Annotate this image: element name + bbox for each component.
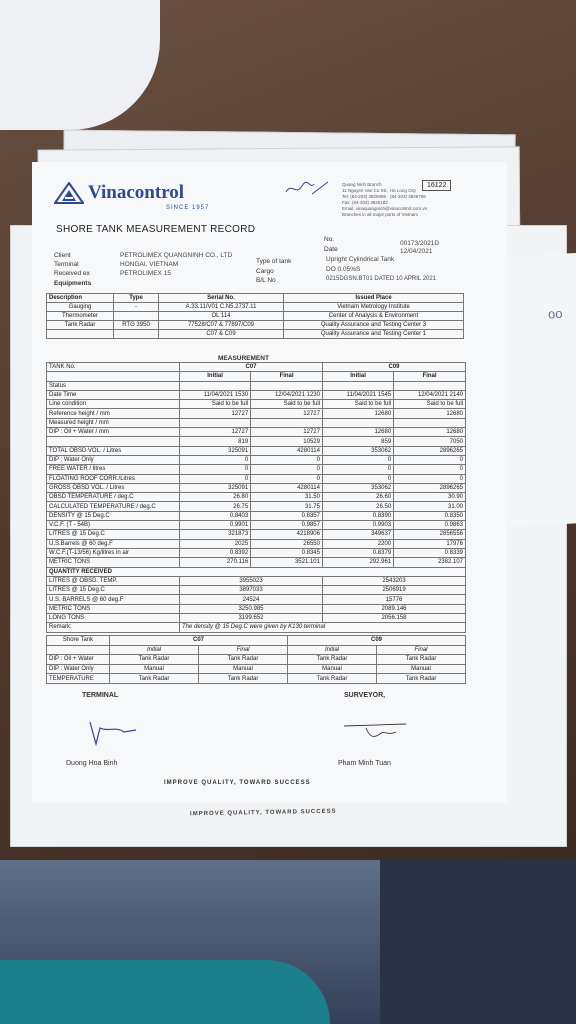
received-value: PETROLIMEX 15 — [120, 270, 171, 277]
measurement-cell: 859 — [322, 437, 393, 446]
surveyor-signature — [340, 722, 410, 742]
level-cell: Tank Radar — [377, 655, 466, 665]
level-subheader-row — [47, 645, 466, 655]
measurement-cell: 819 — [180, 437, 251, 446]
measurement-cell: 0 — [180, 455, 251, 464]
measurement-cell: TOTAL OBSD VOL. / Litres — [47, 446, 180, 455]
measurement-cell: 10529 — [251, 437, 323, 446]
measurement-cell: 31.50 — [251, 493, 323, 502]
level-cell: Tank Radar — [377, 674, 466, 684]
measurement-row — [47, 455, 466, 464]
measurement-cell: 12/04/2021 2140 — [394, 390, 466, 399]
lap-shadow — [380, 860, 576, 1024]
level-cell: Manual — [110, 664, 199, 674]
equipment-header: Issued Place — [284, 294, 464, 303]
measurement-cell: 270.116 — [180, 558, 251, 567]
measurement-cell: 31.75 — [251, 502, 323, 511]
level-row — [47, 655, 466, 665]
measurement-cell: METRIC TONS — [47, 558, 180, 567]
measurement-cell: 12/04/2021 1230 — [251, 390, 323, 399]
measurement-cell: 292.961 — [322, 558, 393, 567]
measurement-cell: 2056.158 — [322, 614, 465, 623]
measurement-cell: 353062 — [322, 483, 393, 492]
measurement-row — [47, 511, 466, 520]
equipment-row — [47, 312, 464, 321]
measurement-cell: Reference height / mm — [47, 409, 180, 418]
document-title: SHORE TANK MEASUREMENT RECORD — [56, 224, 256, 235]
level-cell: TEMPERATURE — [47, 674, 110, 684]
measurement-cell: GROSS OBSD VOL. / Litres — [47, 483, 180, 492]
measurement-cell: 0.8345 — [251, 548, 323, 557]
measurement-cell: 0 — [251, 455, 323, 464]
equipment-cell: Center of Analysis & Environment — [284, 312, 464, 321]
measurement-cell: 4218906 — [251, 530, 323, 539]
measurement-cell: METRIC TONS — [47, 604, 180, 613]
measurement-cell: C07 — [180, 363, 323, 372]
measurement-cell: Line condition — [47, 400, 180, 409]
measurement-cell: 0 — [180, 465, 251, 474]
measurement-cell: 12680 — [322, 409, 393, 418]
measurement-cell — [394, 381, 466, 390]
measurement-cell: TANK No. — [47, 363, 180, 372]
measurement-cell: LONG TONS — [47, 614, 180, 623]
measurement-cell: Measured height / mm — [47, 418, 180, 427]
measurement-cell: 0.8339 — [394, 548, 466, 557]
back-sheet-motto: IMPROVE QUALITY, TOWARD SUCCESS — [189, 808, 337, 818]
measurement-cell: 0.8392 — [180, 548, 251, 557]
measurement-cell: 3250.985 — [180, 604, 323, 613]
measurement-cell: Initial — [180, 372, 251, 381]
equipment-cell: Quality Assurance and Testing Center 1 — [284, 330, 464, 339]
level-cell: DIP : Oil + Water — [47, 655, 110, 665]
measurement-row — [47, 474, 466, 483]
measurement-cell — [322, 418, 393, 427]
measurement-row — [47, 409, 466, 418]
measurement-cell: 15776 — [322, 595, 465, 604]
equipment-cell — [114, 330, 159, 339]
quantity-row — [47, 595, 466, 604]
level-cell: Tank Radar — [110, 655, 199, 665]
measurement-cell: 0 — [394, 455, 466, 464]
measurement-row — [47, 446, 466, 455]
terminal-value: HONGAI, VIETNAM — [120, 261, 179, 268]
equipment-header-row — [47, 294, 464, 303]
type-value: Upright Cylindrical Tank — [326, 256, 395, 263]
measurement-cell: 3955023 — [180, 576, 323, 585]
measurement-cell: 11/04/2021 1530 — [180, 390, 251, 399]
measurement-cell: Said to be full — [322, 400, 393, 409]
equipment-header: Description — [47, 294, 114, 303]
measurement-cell: 26.50 — [322, 502, 393, 511]
level-header-row — [47, 636, 466, 646]
measurement-cell: 3897033 — [180, 586, 323, 595]
received-label: Received ex — [54, 270, 90, 277]
measurement-cell: 12680 — [322, 428, 393, 437]
measurement-row — [47, 548, 466, 557]
measurement-cell — [47, 372, 180, 381]
no-label: No. — [324, 236, 335, 243]
measurement-cell: 0 — [322, 455, 393, 464]
side-sheet: oo — [483, 253, 576, 528]
measurement-cell: FLOATING ROOF CORR./Litres — [47, 474, 180, 483]
measurement-cell — [251, 418, 323, 427]
cargo-value: DO 0.05%S — [326, 266, 361, 273]
level-row — [47, 664, 466, 674]
measurement-cell: 0.9903 — [322, 521, 393, 530]
measurement-row — [47, 418, 466, 427]
equipment-table — [46, 293, 464, 339]
teal-bag — [0, 960, 330, 1024]
measurement-cell: 12680 — [394, 409, 466, 418]
measurement-cell — [251, 381, 323, 390]
measurement-cell — [47, 437, 180, 446]
measurement-cell: 31.00 — [394, 502, 466, 511]
measurement-cell: U.S.Barrels @ 60 deg.F — [47, 539, 180, 548]
measurement-cell: 12727 — [180, 409, 251, 418]
surveyor-signer-name: Pham Minh Tuan — [338, 760, 391, 767]
surveyor-signature-label: SURVEYOR, — [344, 692, 386, 699]
measurement-cell: Status — [47, 381, 180, 390]
terminal-signature — [86, 718, 142, 748]
measurement-cell — [180, 418, 251, 427]
measurement-cell: 0.9901 — [180, 521, 251, 530]
type-label: Type of tank — [256, 258, 292, 265]
measurement-cell: 0 — [322, 465, 393, 474]
level-row — [47, 674, 466, 684]
brand-name: Vinacontrol — [88, 182, 185, 203]
measurement-cell: CALCULATED TEMPERATURE / deg.C — [47, 502, 180, 511]
branch-info: Quang Ninh Branch 11 Nguyen Van Cu Str., Ha Long City Tel: (84-203) 3825085 · (84-203) 3828766 Fax: (84-203) 3825182 Email: vinaquangninh@vinacontrol.com.vn Branches in all major ports of Vietnam — [342, 182, 428, 217]
measurement-cell: Remark: — [47, 623, 180, 632]
measurement-cell: 30.90 — [394, 493, 466, 502]
no-value: 00173/2021D — [400, 240, 440, 247]
measurement-cell: 3199.652 — [180, 614, 323, 623]
level-cell: Manual — [377, 664, 466, 674]
measurement-cell: 24524 — [180, 595, 323, 604]
measurement-cell: W.C.F.(T-13/56) Kg/litres in air — [47, 548, 180, 557]
measurement-table — [46, 362, 466, 633]
level-cell: Tank Radar — [199, 655, 288, 665]
measurement-title: MEASUREMENT — [218, 355, 269, 362]
quantity-row — [47, 576, 466, 585]
final-label: Final — [377, 645, 466, 655]
signature-top — [284, 178, 332, 198]
measurement-row — [47, 483, 466, 492]
measurement-cell: 0 — [180, 474, 251, 483]
measurement-cell: DENSITY @ 15 Deg.C — [47, 511, 180, 520]
measurement-cell: 0.8379 — [322, 548, 393, 557]
equipment-row — [47, 303, 464, 312]
measurement-cell: U.S. BARRELS @ 60 deg.F — [47, 595, 180, 604]
measurement-cell: 26550 — [251, 539, 323, 548]
measurement-row — [47, 465, 466, 474]
quantity-row — [47, 614, 466, 623]
equipment-cell — [47, 330, 114, 339]
equipment-cell: Tank Radar — [47, 321, 114, 330]
measurement-cell: 2856556 — [394, 530, 466, 539]
measurement-cell: 2896265 — [394, 446, 466, 455]
date-value: 12/04/2021 — [400, 248, 433, 255]
date-label: Date — [324, 246, 338, 253]
level-subheader-blank — [47, 645, 110, 655]
measurement-row — [47, 400, 466, 409]
measurement-cell: 0 — [251, 474, 323, 483]
footer-motto: IMPROVE QUALITY, TOWARD SUCCESS — [164, 780, 311, 786]
measurement-cell: 321873 — [180, 530, 251, 539]
measurement-cell: LITRES @ 15 Deg.C — [47, 586, 180, 595]
measurement-cell: 26.75 — [180, 502, 251, 511]
equipment-header: Type — [114, 294, 159, 303]
measurement-cell: 7050 — [394, 437, 466, 446]
equipment-cell: - — [114, 303, 159, 312]
measurement-cell: 0 — [322, 474, 393, 483]
cargo-label: Cargo — [256, 268, 274, 275]
measurement-cell: 0.9863 — [394, 521, 466, 530]
measurement-cell: 11/04/2021 1545 — [322, 390, 393, 399]
measurement-cell: 0.9857 — [251, 521, 323, 530]
equipment-cell: Gauging — [47, 303, 114, 312]
measurement-cell: 2200 — [322, 539, 393, 548]
measurement-cell: 0 — [251, 465, 323, 474]
tank-c07-label: C07 — [110, 636, 288, 646]
measurement-cell — [180, 381, 251, 390]
measurement-row — [47, 521, 466, 530]
equipment-cell: Quality Assurance and Testing Center 3 — [284, 321, 464, 330]
measurement-cell: DIP : Water Only — [47, 455, 180, 464]
measurement-cell: 2506919 — [322, 586, 465, 595]
initial-label: Initial — [288, 645, 377, 655]
document-number: 16122 — [422, 180, 451, 191]
measurement-cell: 2025 — [180, 539, 251, 548]
equipment-cell: Thermometer — [47, 312, 114, 321]
logo-icon — [54, 182, 84, 204]
equipment-row — [47, 330, 464, 339]
measurement-cell: 2896265 — [394, 483, 466, 492]
tank-header-row — [47, 363, 466, 372]
measurement-cell: Final — [394, 372, 466, 381]
measurement-cell: LITRES @ OBSD. TEMP. — [47, 576, 180, 585]
measurement-cell: 0.8403 — [180, 511, 251, 520]
measurement-cell: DIP : Oil + Water / mm — [47, 428, 180, 437]
measurement-cell: 12680 — [394, 428, 466, 437]
equipment-cell: 77528/C07 & 77897/C09 — [159, 321, 284, 330]
initial-label: Initial — [110, 645, 199, 655]
equipment-cell: OL 114 — [159, 312, 284, 321]
equipment-cell: A.33.11/V01 C.N5.2737.11 — [159, 303, 284, 312]
quantity-row — [47, 604, 466, 613]
client-label: Client — [54, 252, 71, 259]
measurement-cell: 12727 — [180, 428, 251, 437]
measurement-cell: 0 — [394, 465, 466, 474]
measurement-cell: 2382.107 — [394, 558, 466, 567]
measurement-cell: 12727 — [251, 409, 323, 418]
measurement-row — [47, 390, 466, 399]
measurement-row — [47, 502, 466, 511]
shore-tank-label: Shore Tank — [47, 636, 110, 646]
measurement-cell — [322, 381, 393, 390]
measurement-cell: Said to be full — [394, 400, 466, 409]
level-cell: Tank Radar — [288, 655, 377, 665]
measurement-cell: OBSD TEMPERATURE / deg.C — [47, 493, 180, 502]
equipment-cell — [114, 312, 159, 321]
measurement-cell: 26.80 — [180, 493, 251, 502]
level-cell: Manual — [288, 664, 377, 674]
measurement-cell: 4280114 — [251, 483, 323, 492]
level-cell: Tank Radar — [110, 674, 199, 684]
measurement-cell: 353062 — [322, 446, 393, 455]
measurement-cell: Final — [251, 372, 323, 381]
measurement-cell: 4280114 — [251, 446, 323, 455]
measurement-cell: 0.8350 — [394, 511, 466, 520]
measurement-row — [47, 493, 466, 502]
final-label: Final — [199, 645, 288, 655]
measurement-cell: C09 — [322, 363, 465, 372]
measurement-row — [47, 428, 466, 437]
client-value: PETROLIMEX QUANGNINH CO., LTD — [120, 252, 233, 259]
measurement-row — [47, 558, 466, 567]
measurement-cell: The density @ 15 Deg.C were given by K130 terminal — [180, 623, 466, 632]
equipment-cell: Vietnam Metrology Institute — [284, 303, 464, 312]
measurement-row — [47, 530, 466, 539]
measurement-row — [47, 539, 466, 548]
measurement-cell: 0.8357 — [251, 511, 323, 520]
level-cell: Manual — [199, 664, 288, 674]
measurement-cell: 17976 — [394, 539, 466, 548]
measurement-cell: 12727 — [251, 428, 323, 437]
measurement-cell: V.C.F. (T - 54B) — [47, 521, 180, 530]
measurement-cell: 325091 — [180, 446, 251, 455]
level-cell: DIP : Water Only — [47, 664, 110, 674]
equipments-label: Equipments — [54, 280, 92, 287]
terminal-signature-label: TERMINAL — [82, 692, 119, 699]
measurement-cell: Initial — [322, 372, 393, 381]
bl-value: 0215DGSN.BT01 DATED 10 APRIL 2021 — [326, 276, 437, 282]
vinacontrol-logo — [54, 182, 184, 204]
phase-header-row — [47, 372, 466, 381]
bl-label: B/L No — [256, 277, 276, 284]
quantity-label-row — [47, 567, 466, 576]
measurement-cell: 0 — [394, 474, 466, 483]
quantity-row — [47, 586, 466, 595]
level-cell: Tank Radar — [199, 674, 288, 684]
measurement-row — [47, 437, 466, 446]
equipment-cell: RTG 3950 — [114, 321, 159, 330]
measurement-cell: QUANTITY RECEIVED — [47, 567, 466, 576]
measurement-cell: Date Time — [47, 390, 180, 399]
measurement-cell — [394, 418, 466, 427]
measurement-cell: 3521.101 — [251, 558, 323, 567]
equipment-cell: C07 & C09 — [159, 330, 284, 339]
since-label: SINCE 1957 — [166, 205, 210, 211]
measurement-cell: 349637 — [322, 530, 393, 539]
measurement-cell: 2089.146 — [322, 604, 465, 613]
measurement-cell: 26.60 — [322, 493, 393, 502]
equipment-header: Serial No. — [159, 294, 284, 303]
measurement-cell: FREE WATER / litres — [47, 465, 180, 474]
measurement-document — [32, 162, 507, 802]
tank-c09-label: C09 — [288, 636, 466, 646]
measurement-cell: 0.8390 — [322, 511, 393, 520]
remark-row — [47, 623, 466, 632]
measurement-cell: 2543203 — [322, 576, 465, 585]
measurement-cell: LITRES @ 15 Deg.C — [47, 530, 180, 539]
terminal-signer-name: Duong Hoa Binh — [66, 760, 118, 767]
level-cell: Tank Radar — [288, 674, 377, 684]
terminal-label: Terminal — [54, 261, 79, 268]
measurement-cell: Said to be full — [180, 400, 251, 409]
equipment-row — [47, 321, 464, 330]
measurement-row — [47, 381, 466, 390]
measurement-cell: Said to be full — [251, 400, 323, 409]
measurement-cell: 325091 — [180, 483, 251, 492]
level-method-table — [46, 635, 466, 684]
